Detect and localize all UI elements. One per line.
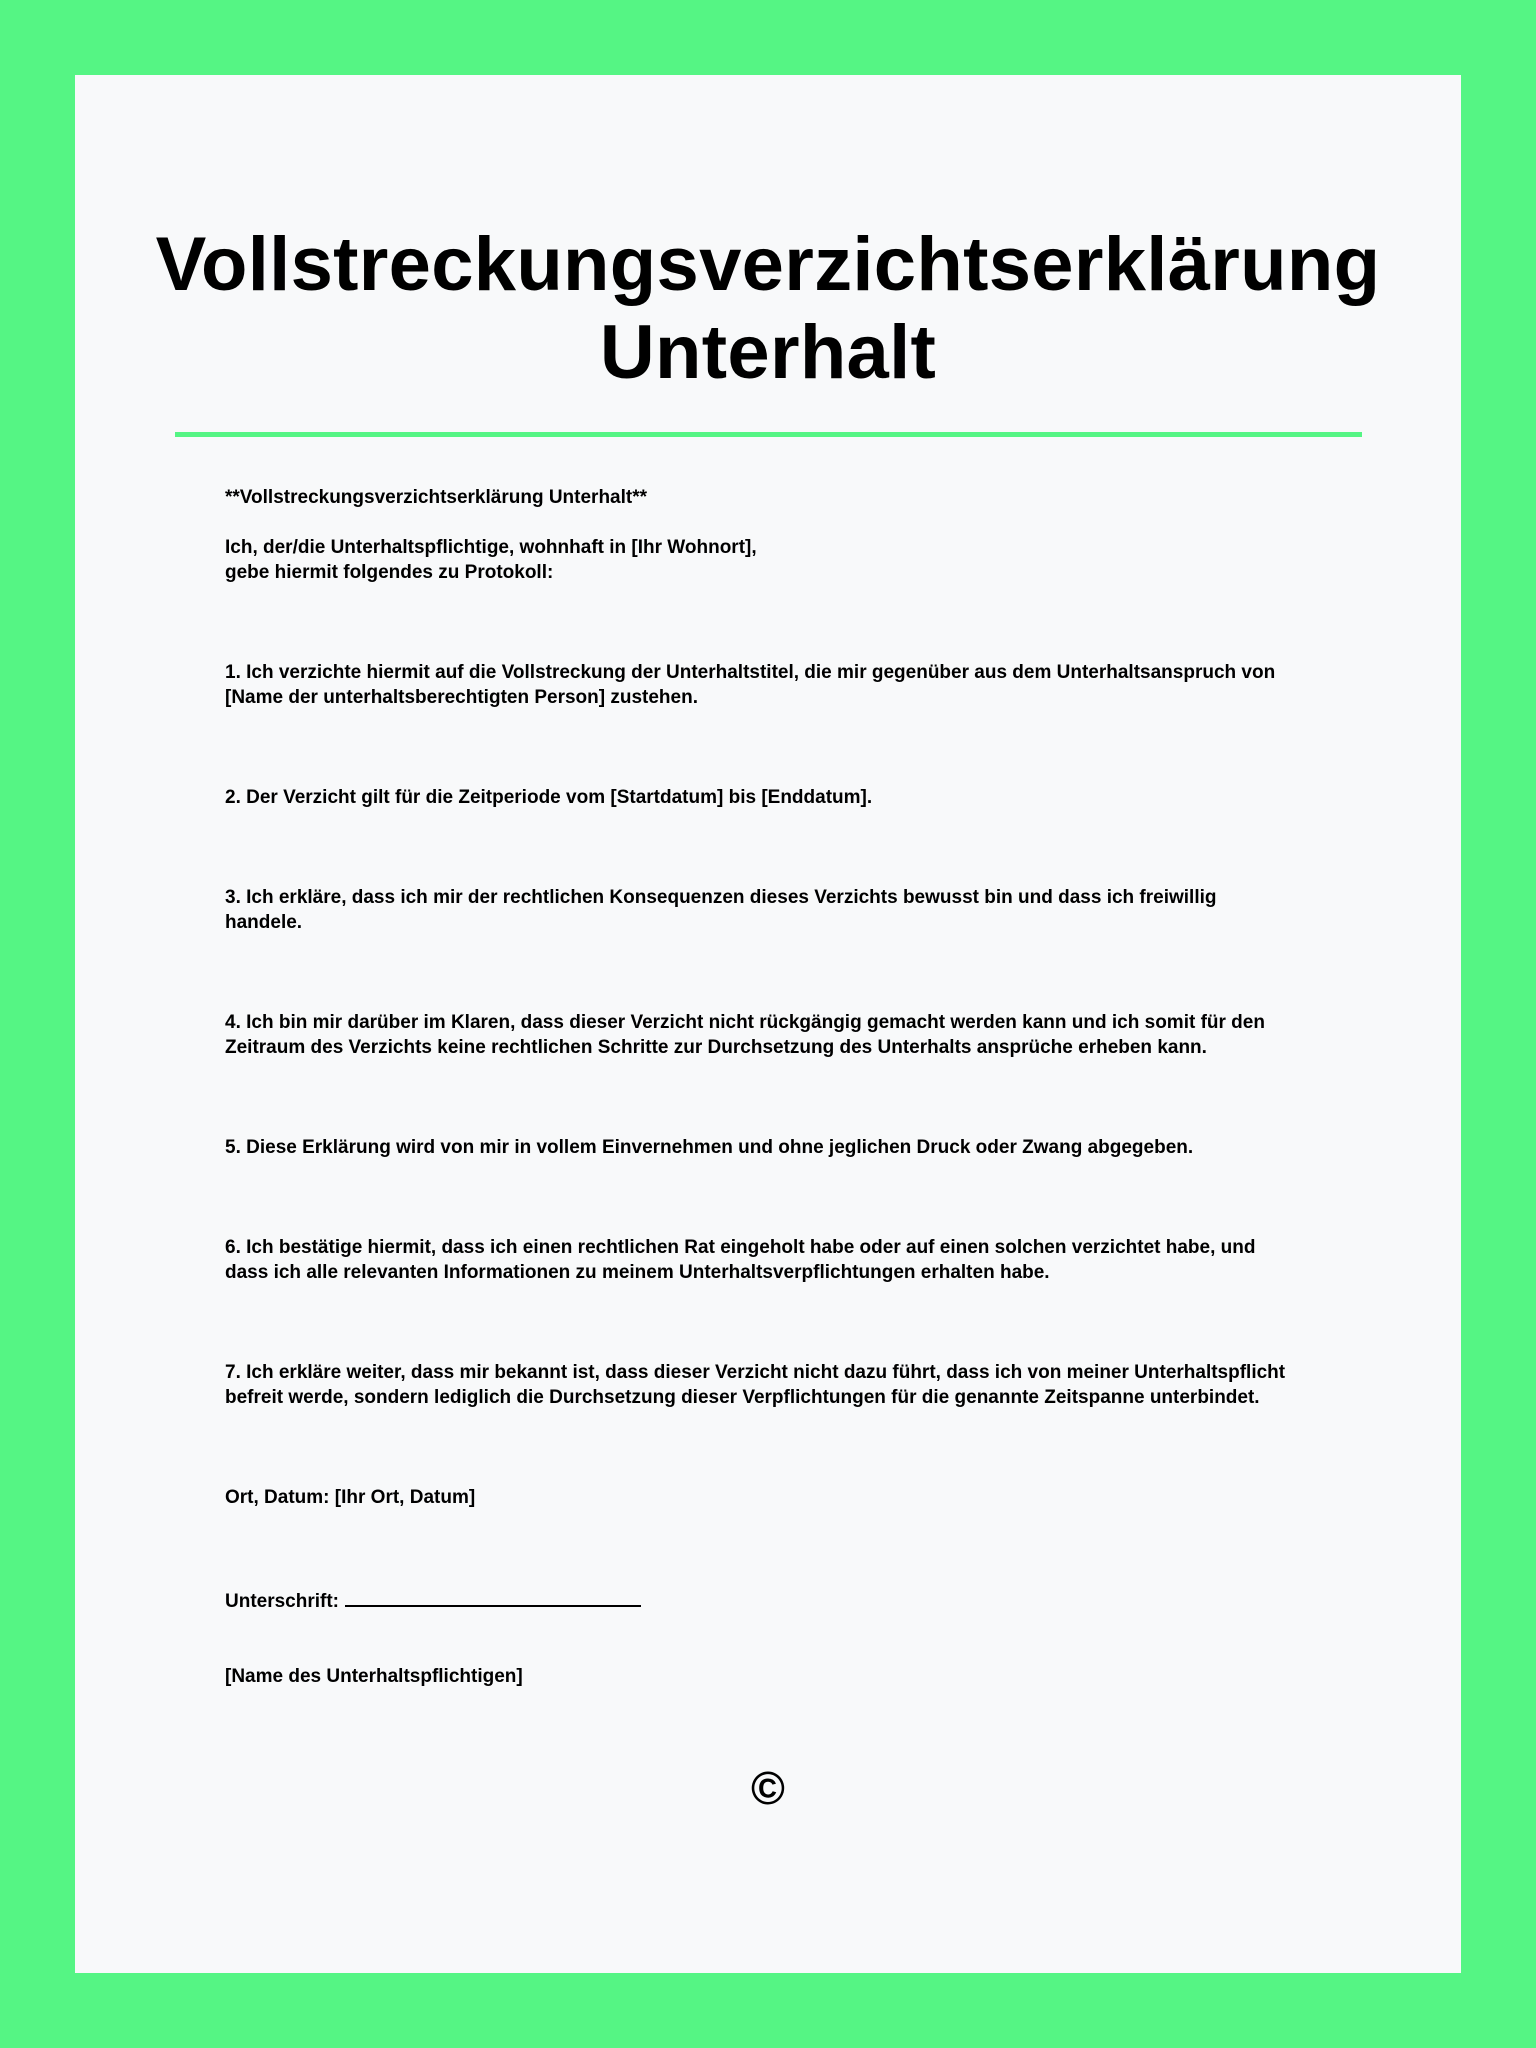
signer-name: [Name des Unterhaltspflichtigen]: [225, 1666, 523, 1687]
clause-6: 6. Ich bestätige hiermit, dass ich einen rechtlichen Rat eingeholt habe oder auf einen solchen verzichtet habe, und dass ich alle relevanten Informationen zu meinem Unterhaltsverpflichtungen erhalten habe.: [225, 1237, 1256, 1283]
title-divider: [175, 432, 1362, 437]
clause-2: 2. Der Verzicht gilt für die Zeitperiode vom [Startdatum] bis [Enddatum].: [225, 787, 873, 808]
clause-5: 5. Diese Erklärung wird von mir in vollem Einvernehmen und ohne jeglichen Druck oder Zwang abgegeben.: [225, 1137, 1194, 1158]
signature-line: [345, 1585, 641, 1607]
clause-3: 3. Ich erkläre, dass ich mir der rechtlichen Konsequenzen dieses Verzichts bewusst bin und dass ich freiwillig handele.: [225, 887, 1217, 933]
clause-7: 7. Ich erkläre weiter, dass mir bekannt ist, dass dieser Verzicht nicht dazu führt, dass ich von meiner Unterhaltspflicht befreit werde, sondern lediglich die Durchsetzung dieser Verpflichtungen für die genannte Zeitspanne unterbindet.: [225, 1362, 1286, 1408]
copyright-symbol: ©: [751, 1762, 785, 1814]
document-title-line-1: Vollstreckungsverzichtserklärung: [155, 222, 1381, 307]
document-title-line-2: Unterhalt: [599, 310, 937, 395]
signature-label: Unterschrift:: [225, 1591, 340, 1612]
body-heading: **Vollstreckungsverzichtserklärung Unterhalt**: [225, 487, 648, 508]
document-body: [225, 485, 1425, 1689]
clause-1: 1. Ich verzichte hiermit auf die Vollstreckung der Unterhaltstitel, die mir gegenüber aus dem Unterhaltsanspruch von [Name der unterhaltsberechtigten Person] zustehen.: [225, 662, 1276, 708]
intro-paragraph: Ich, der/die Unterhaltspflichtige, wohnhaft in [Ihr Wohnort], gebe hiermit folgendes zu Protokoll:: [225, 537, 757, 583]
clause-4: 4. Ich bin mir darüber im Klaren, dass dieser Verzicht nicht rückgängig gemacht werden kann und ich somit für den Zeitraum des Verzichts keine rechtlichen Schritte zur Durchsetzung des Unterhalts ansprüche erheben kann.: [225, 1012, 1265, 1058]
signature-row: [225, 1585, 1425, 1614]
document-title: [75, 221, 1461, 397]
place-date-line: Ort, Datum: [Ihr Ort, Datum]: [225, 1487, 476, 1508]
document-page: [75, 75, 1461, 1973]
